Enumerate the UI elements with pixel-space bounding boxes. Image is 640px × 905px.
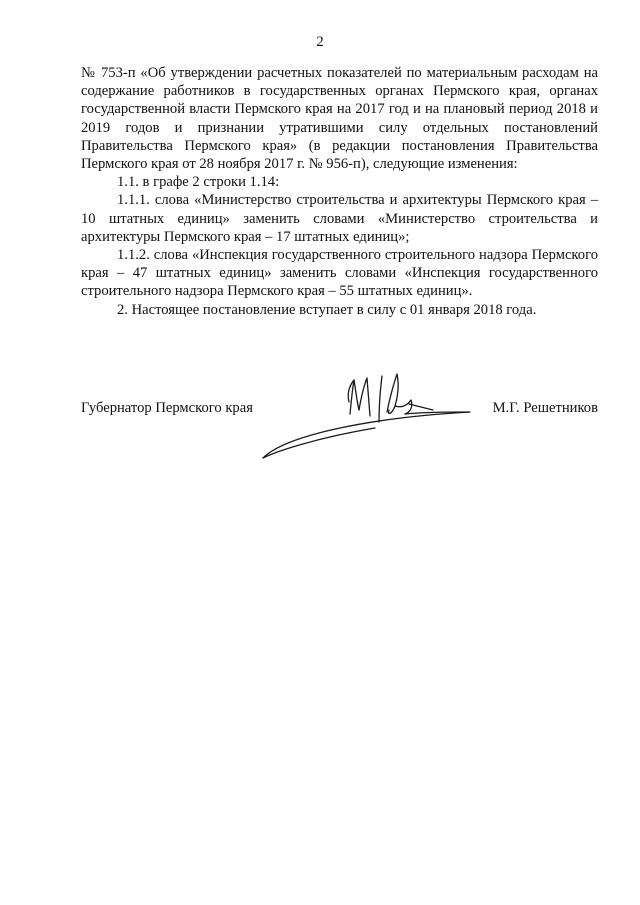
signature-block <box>0 366 640 476</box>
handwritten-signature <box>255 366 485 476</box>
signatory-name: М.Г. Решетников <box>492 400 598 416</box>
paragraph-item-1-1-1: 1.1.1. слова «Министерство строительства и архитектуры Пермского края – 10 штатных единиц» заменить словами «Министерство строительства и архитектуры Пермского края – 17 штатных единиц»; <box>81 192 598 245</box>
document-body <box>81 64 598 319</box>
paragraph-item-1-1: 1.1. в графе 2 строки 1.14: <box>117 174 280 191</box>
page-number: 2 <box>316 34 324 50</box>
paragraph-item-2: 2. Настоящее постановление вступает в силу с 01 января 2018 года. <box>117 301 537 318</box>
signatory-position: Губернатор Пермского края <box>81 400 253 416</box>
paragraph-item-1-1-2: 1.1.2. слова «Инспекция государственного строительного надзора Пермского края – 47 штатных единиц» заменить словами «Инспекция государственного строительного надзора Пермского края – 55 штатных единиц». <box>81 247 598 300</box>
paragraph-decree-reference: № 753-п «Об утверждении расчетных показателей по материальным расходам на содержание работников в государственных органах Пермского края, органах государственной власти Пермского края на 2017 год и на плановый период 2018 и 2019 годов и признании утратившими силу отдельных постановлений Правительства Пермского края» (в редакции постановления Правительства Пермского края от 28 ноября 2017 г. № 956-п), следующие изменения: <box>81 65 598 173</box>
